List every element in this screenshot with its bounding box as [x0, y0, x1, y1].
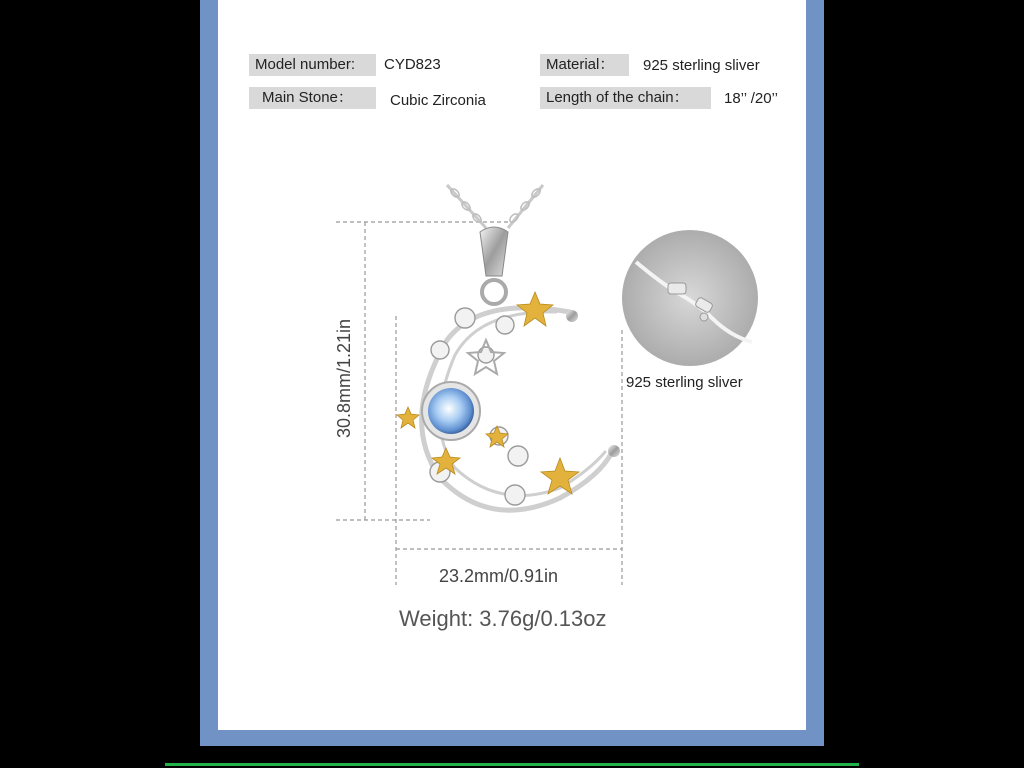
chain-detail-caption: 925 sterling sliver	[626, 374, 743, 391]
height-dimension: 30.8mm/1.21in	[334, 318, 354, 438]
chain-length-label: Length of the chain：	[540, 87, 711, 109]
chain-length-value: 18’’ /20’’	[724, 90, 778, 107]
material-value: 925 sterling sliver	[643, 57, 760, 74]
main-stone-label: Main Stone：	[249, 87, 376, 109]
chain-detail-image	[622, 230, 758, 366]
material-label: Material：	[540, 54, 629, 76]
width-dimension: 23.2mm/0.91in	[439, 566, 559, 586]
bail	[480, 227, 508, 276]
main-stone-value: Cubic Zirconia	[390, 92, 486, 109]
model-number-label: Model number:	[249, 54, 376, 76]
model-number-value: CYD823	[384, 56, 441, 73]
weight-text: Weight: 3.76g/0.13oz	[399, 606, 607, 631]
